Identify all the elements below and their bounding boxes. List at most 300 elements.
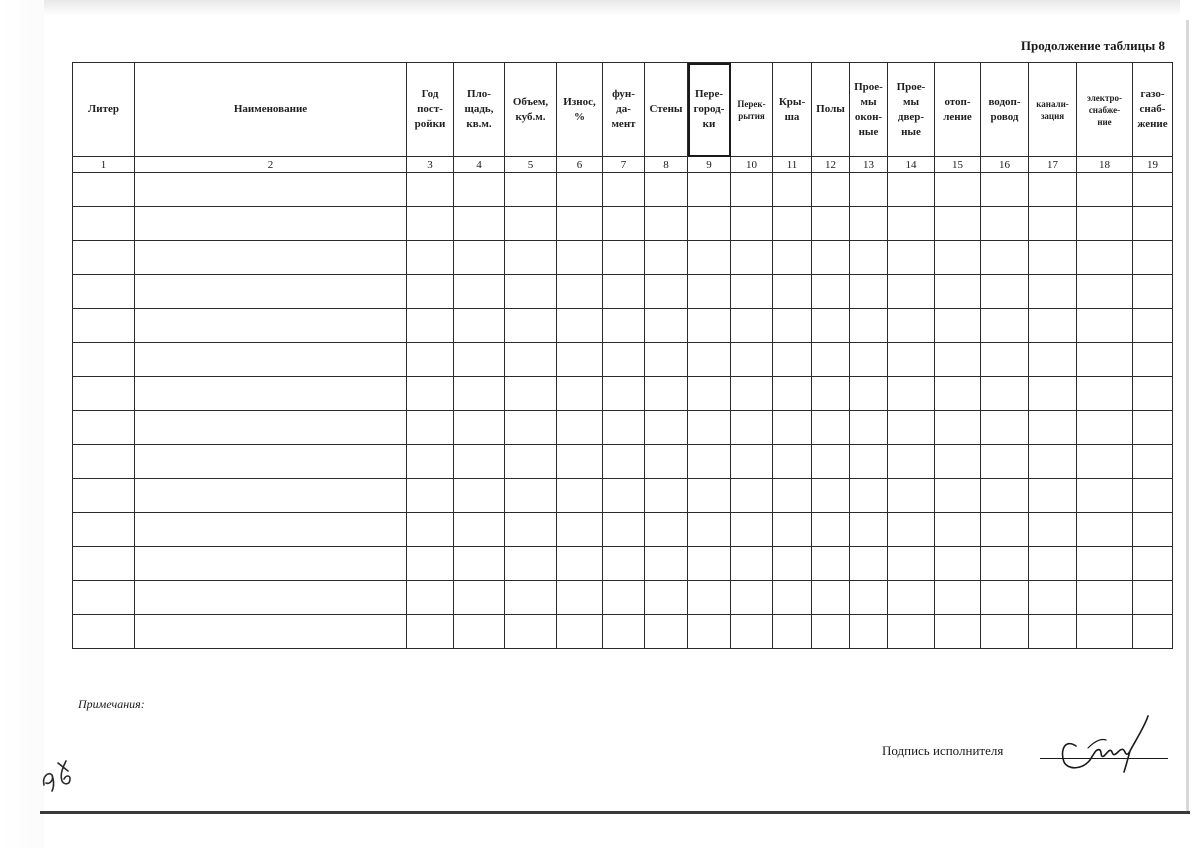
table-cell: [888, 615, 935, 649]
table-cell: [935, 411, 981, 445]
table-row: [73, 513, 1173, 547]
header-sewerage: канали- зация: [1029, 63, 1077, 157]
table-cell: [773, 479, 812, 513]
table-cell: [557, 207, 603, 241]
table-cell: [407, 343, 454, 377]
table-cell: [603, 173, 645, 207]
table-cell: [850, 615, 888, 649]
table-cell: [1133, 173, 1173, 207]
table-cell: [731, 615, 773, 649]
table-cell: [688, 241, 731, 275]
table-cell: [407, 207, 454, 241]
table-cell: [603, 411, 645, 445]
table-cell: [557, 173, 603, 207]
table-cell: [454, 275, 505, 309]
table-cell: [73, 377, 135, 411]
table-cell: [981, 411, 1029, 445]
table-cell: [1133, 547, 1173, 581]
table-cell: [135, 411, 407, 445]
header-foundation: фун- да- мент: [603, 63, 645, 157]
column-number: 8: [645, 157, 688, 173]
table-cell: [1133, 377, 1173, 411]
table-cell: [645, 581, 688, 615]
column-number: 14: [888, 157, 935, 173]
table-cell: [1077, 309, 1133, 343]
scan-edge-top: [40, 0, 1180, 16]
page-number-mark-icon: [38, 755, 76, 793]
table-cell: [1133, 445, 1173, 479]
table-cell: [1133, 275, 1173, 309]
table-cell: [773, 207, 812, 241]
table-cell: [812, 513, 850, 547]
table-cell: [505, 343, 557, 377]
table-cell: [1133, 411, 1173, 445]
table-cell: [73, 547, 135, 581]
table-cell: [981, 513, 1029, 547]
table-cell: [731, 445, 773, 479]
table-cell: [557, 513, 603, 547]
table-cell: [981, 479, 1029, 513]
table-cell: [73, 581, 135, 615]
table-cell: [407, 581, 454, 615]
table-cell: [557, 445, 603, 479]
table-cell: [407, 377, 454, 411]
table-cell: [935, 309, 981, 343]
table-cell: [981, 615, 1029, 649]
table-cell: [73, 479, 135, 513]
table-cell: [935, 343, 981, 377]
table-cell: [454, 445, 505, 479]
table-cell: [850, 479, 888, 513]
table-cell: [603, 445, 645, 479]
table-cell: [850, 343, 888, 377]
table-row: [73, 479, 1173, 513]
table-cell: [1029, 581, 1077, 615]
table-cell: [135, 479, 407, 513]
table-cell: [1077, 615, 1133, 649]
table-cell: [850, 275, 888, 309]
table-cell: [1029, 275, 1077, 309]
column-number: 16: [981, 157, 1029, 173]
header-walls: Стены: [645, 63, 688, 157]
table-cell: [1029, 411, 1077, 445]
column-number: 4: [454, 157, 505, 173]
header-build-year: Год пост- ройки: [407, 63, 454, 157]
table-cell: [135, 241, 407, 275]
table-cell: [454, 479, 505, 513]
table-cell: [850, 207, 888, 241]
table-cell: [850, 241, 888, 275]
column-number: 7: [603, 157, 645, 173]
table-cell: [603, 377, 645, 411]
column-number: 1: [73, 157, 135, 173]
table-cell: [1029, 479, 1077, 513]
table-cell: [1029, 513, 1077, 547]
table-cell: [731, 275, 773, 309]
table-cell: [688, 581, 731, 615]
table-cell: [557, 309, 603, 343]
table-cell: [731, 207, 773, 241]
table-cell: [557, 275, 603, 309]
table-cell: [135, 309, 407, 343]
column-number: 12: [812, 157, 850, 173]
table-cell: [888, 581, 935, 615]
table-cell: [1133, 207, 1173, 241]
header-roof: Кры- ша: [773, 63, 812, 157]
table-cell: [981, 581, 1029, 615]
header-heating: отоп- ление: [935, 63, 981, 157]
table-cell: [812, 377, 850, 411]
table-cell: [135, 275, 407, 309]
table-cell: [935, 207, 981, 241]
table-cell: [981, 547, 1029, 581]
table-cell: [603, 513, 645, 547]
table-cell: [935, 547, 981, 581]
table-cell: [812, 615, 850, 649]
column-number: 19: [1133, 157, 1173, 173]
table-cell: [850, 309, 888, 343]
column-number: 10: [731, 157, 773, 173]
table-cell: [1077, 377, 1133, 411]
column-number: 6: [557, 157, 603, 173]
header-volume: Объем, куб.м.: [505, 63, 557, 157]
table-cell: [135, 343, 407, 377]
table-cell: [731, 581, 773, 615]
table-row: [73, 581, 1173, 615]
table-cell: [888, 173, 935, 207]
table-cell: [935, 513, 981, 547]
table-cell: [850, 547, 888, 581]
table-cell: [731, 547, 773, 581]
table-cell: [603, 479, 645, 513]
table-cell: [407, 615, 454, 649]
table-cell: [505, 411, 557, 445]
table-cell: [73, 207, 135, 241]
table-cell: [645, 309, 688, 343]
table-cell: [888, 513, 935, 547]
column-number: 2: [135, 157, 407, 173]
table-cell: [1077, 445, 1133, 479]
column-number: 18: [1077, 157, 1133, 173]
table-row: [73, 343, 1173, 377]
table-cell: [135, 377, 407, 411]
table-cell: [812, 479, 850, 513]
column-number: 3: [407, 157, 454, 173]
header-floors-slabs: Перек- рытия: [731, 63, 773, 157]
table-cell: [505, 207, 557, 241]
table-cell: [603, 241, 645, 275]
table-cell: [454, 581, 505, 615]
table-cell: [812, 173, 850, 207]
table-cell: [557, 343, 603, 377]
table-cell: [888, 241, 935, 275]
table-cell: [505, 547, 557, 581]
table-cell: [135, 581, 407, 615]
notes-label: Примечания:: [78, 697, 145, 711]
table-cell: [407, 411, 454, 445]
table-cell: [688, 547, 731, 581]
table-cell: [645, 411, 688, 445]
table-cell: [645, 547, 688, 581]
table-cell: [557, 411, 603, 445]
table-cell: [812, 309, 850, 343]
table-cell: [688, 309, 731, 343]
table-cell: [773, 309, 812, 343]
table-cell: [888, 377, 935, 411]
table-cell: [688, 411, 731, 445]
table-cell: [935, 615, 981, 649]
table-cell: [454, 513, 505, 547]
table-cell: [773, 173, 812, 207]
table-cell: [645, 479, 688, 513]
table-cell: [1077, 343, 1133, 377]
table-cell: [850, 581, 888, 615]
table-cell: [603, 309, 645, 343]
table-row: [73, 377, 1173, 411]
table-cell: [645, 445, 688, 479]
table-cell: [135, 445, 407, 479]
table-cell: [505, 241, 557, 275]
table-cell: [645, 343, 688, 377]
table-cell: [454, 411, 505, 445]
table-cell: [935, 581, 981, 615]
table-cell: [73, 445, 135, 479]
table-cell: [688, 377, 731, 411]
table-cell: [688, 275, 731, 309]
table-cell: [935, 479, 981, 513]
table-cell: [812, 581, 850, 615]
table-cell: [1029, 615, 1077, 649]
table-cell: [73, 343, 135, 377]
table-cell: [135, 513, 407, 547]
table-cell: [935, 241, 981, 275]
table-cell: [135, 615, 407, 649]
header-wear: Износ, %: [557, 63, 603, 157]
signature-label: Подпись исполнителя: [882, 743, 1004, 758]
table-cell: [773, 513, 812, 547]
table-cell: [603, 343, 645, 377]
table-row: [73, 309, 1173, 343]
table-cell: [731, 411, 773, 445]
table-cell: [1077, 207, 1133, 241]
table-cell: [73, 275, 135, 309]
header-partitions: Пере- город- ки: [688, 63, 731, 157]
table-cell: [773, 615, 812, 649]
table-cell: [981, 445, 1029, 479]
table-cell: [773, 343, 812, 377]
signature-icon: [1030, 708, 1170, 778]
table-cell: [1077, 241, 1133, 275]
table-cell: [73, 411, 135, 445]
table-cell: [1029, 309, 1077, 343]
table-cell: [981, 343, 1029, 377]
table-cell: [981, 377, 1029, 411]
table-cell: [505, 377, 557, 411]
table-cell: [645, 241, 688, 275]
table-cell: [407, 445, 454, 479]
table-cell: [812, 241, 850, 275]
table-cell: [505, 275, 557, 309]
table-cell: [505, 445, 557, 479]
table-cell: [812, 445, 850, 479]
table-cell: [645, 275, 688, 309]
header-floors: Полы: [812, 63, 850, 157]
table-cell: [407, 309, 454, 343]
table-cell: [1077, 513, 1133, 547]
table-cell: [731, 309, 773, 343]
table-cell: [603, 547, 645, 581]
table-cell: [454, 343, 505, 377]
table-cell: [407, 479, 454, 513]
table-cell: [850, 445, 888, 479]
table-cell: [603, 615, 645, 649]
table-cell: [505, 173, 557, 207]
table-cell: [407, 173, 454, 207]
table-cell: [688, 173, 731, 207]
table-cell: [688, 615, 731, 649]
table-cell: [773, 581, 812, 615]
table-row: [73, 207, 1173, 241]
table-row: [73, 275, 1173, 309]
table-cell: [557, 615, 603, 649]
table-cell: [1133, 513, 1173, 547]
table-cell: [773, 411, 812, 445]
table-cell: [773, 547, 812, 581]
table-cell: [773, 241, 812, 275]
header-gas-supply: газо- снаб- жение: [1133, 63, 1173, 157]
table-cell: [73, 615, 135, 649]
table-cell: [888, 275, 935, 309]
table-cell: [454, 615, 505, 649]
column-number: 13: [850, 157, 888, 173]
table-cell: [1029, 547, 1077, 581]
table-row: [73, 241, 1173, 275]
table-cell: [603, 581, 645, 615]
table-cell: [454, 241, 505, 275]
table-cell: [731, 343, 773, 377]
table-cell: [888, 445, 935, 479]
table-cell: [688, 479, 731, 513]
table-cell: [1133, 309, 1173, 343]
column-number-row: [73, 157, 1173, 173]
table-cell: [888, 547, 935, 581]
table-cell: [812, 275, 850, 309]
header-door-openings: Прое- мы двер- ные: [888, 63, 935, 157]
table-cell: [454, 173, 505, 207]
table-cell: [645, 207, 688, 241]
table-row: [73, 547, 1173, 581]
table-cell: [557, 377, 603, 411]
table-cell: [454, 547, 505, 581]
table-cell: [688, 445, 731, 479]
table-cell: [731, 241, 773, 275]
table-cell: [935, 173, 981, 207]
table-cell: [454, 309, 505, 343]
table-cell: [688, 207, 731, 241]
table-cell: [773, 377, 812, 411]
table-cell: [1133, 479, 1173, 513]
table-continuation-title: Продолжение таблицы 8: [1020, 38, 1165, 53]
table-cell: [935, 377, 981, 411]
table-row: [73, 173, 1173, 207]
table-cell: [603, 207, 645, 241]
table-cell: [888, 309, 935, 343]
table-cell: [505, 581, 557, 615]
header-name: Наименование: [135, 63, 407, 157]
scan-edge-bottom: [40, 811, 1190, 814]
scan-edge-right: [1186, 20, 1189, 814]
table-row: [73, 411, 1173, 445]
column-number: 9: [688, 157, 731, 173]
header-electricity: электро- снабже- ние: [1077, 63, 1133, 157]
table-cell: [1077, 547, 1133, 581]
header-area: Пло- щадь, кв.м.: [454, 63, 505, 157]
table-cell: [888, 411, 935, 445]
table-cell: [1029, 207, 1077, 241]
table-cell: [135, 207, 407, 241]
table-cell: [407, 513, 454, 547]
table-cell: [935, 445, 981, 479]
scan-edge-left: [0, 0, 44, 848]
table-cell: [688, 343, 731, 377]
table-cell: [505, 615, 557, 649]
table-cell: [888, 479, 935, 513]
table-row: [73, 615, 1173, 649]
header-liter: Литер: [73, 63, 135, 157]
table-cell: [1133, 615, 1173, 649]
table-cell: [1029, 343, 1077, 377]
table-cell: [1029, 173, 1077, 207]
table-cell: [981, 207, 1029, 241]
table-cell: [773, 275, 812, 309]
table-cell: [688, 513, 731, 547]
table-cell: [407, 275, 454, 309]
table-cell: [850, 377, 888, 411]
table-cell: [981, 275, 1029, 309]
table-cell: [557, 581, 603, 615]
table-cell: [812, 343, 850, 377]
building-elements-table: [72, 62, 1173, 649]
table-cell: [1029, 377, 1077, 411]
table-cell: [73, 241, 135, 275]
table-cell: [135, 173, 407, 207]
column-number: 17: [1029, 157, 1077, 173]
table-cell: [1077, 275, 1133, 309]
table-cell: [645, 377, 688, 411]
table-cell: [1077, 411, 1133, 445]
table-cell: [773, 445, 812, 479]
table-cell: [1133, 581, 1173, 615]
table-cell: [731, 377, 773, 411]
header-window-openings: Прое- мы окон- ные: [850, 63, 888, 157]
table-cell: [812, 207, 850, 241]
column-number: 11: [773, 157, 812, 173]
table-cell: [603, 275, 645, 309]
table-cell: [557, 479, 603, 513]
table-cell: [888, 343, 935, 377]
table-cell: [812, 547, 850, 581]
table-cell: [731, 479, 773, 513]
column-number: 15: [935, 157, 981, 173]
table-row: [73, 445, 1173, 479]
table-cell: [1077, 173, 1133, 207]
table-cell: [981, 309, 1029, 343]
table-cell: [645, 615, 688, 649]
table-cell: [407, 547, 454, 581]
table-cell: [454, 377, 505, 411]
table-cell: [1133, 241, 1173, 275]
table-cell: [731, 513, 773, 547]
